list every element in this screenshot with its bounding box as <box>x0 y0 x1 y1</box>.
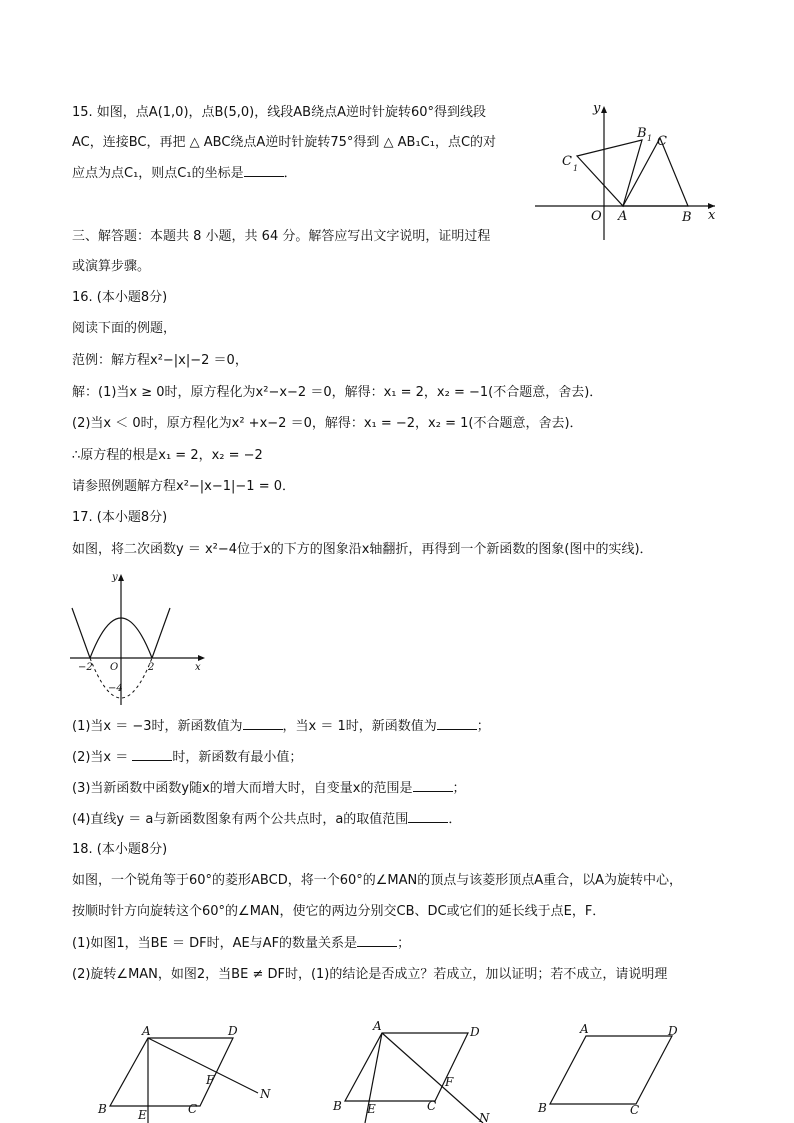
q16-line-6: 请参照例题解方程x²−|x−1|−1 = 0． <box>72 479 296 494</box>
q15-line-3-text: 应点为点C₁，则点C₁的坐标是 <box>72 166 244 181</box>
label-b: B <box>538 1101 547 1115</box>
section-3-heading-line-2: 或演算步骤。 <box>72 259 151 274</box>
q17-part-1-c: ； <box>476 719 490 734</box>
label-b: B <box>682 210 692 225</box>
x-axis-arrow-icon <box>198 655 205 661</box>
answer-blank <box>357 934 397 947</box>
q18-figure-2 <box>325 1015 505 1123</box>
q18-line-3-b: ； <box>397 936 411 951</box>
q18-line-3 <box>72 934 410 953</box>
q18-line-2: 按顺时针方向旋转这个60°的∠MAN，使它的两边分别交CB、DC或它们的延长线于点E，F． <box>72 904 606 919</box>
label-y: y <box>112 572 118 583</box>
q17-part-2-b: 时，新函数有最小值； <box>172 750 303 765</box>
label-e: E <box>367 1102 376 1116</box>
label-n: N <box>479 1111 490 1123</box>
label-c: C <box>657 134 667 149</box>
q18-figure-3 <box>536 1018 696 1123</box>
y-axis-arrow-icon <box>118 574 124 581</box>
label-f: F <box>445 1075 454 1089</box>
label-d: D <box>668 1024 678 1038</box>
label-a: A <box>580 1022 589 1036</box>
q15-line-1: 15. 如图，点A(1,0)，点B(5,0)，线段AB绕点A逆时针旋转60°得到线段 <box>72 105 487 120</box>
answer-blank <box>243 717 283 730</box>
q16-title: 16. (本小题8分) <box>72 290 168 305</box>
label-a: A <box>142 1024 151 1038</box>
label-origin: O <box>110 662 119 673</box>
q18-title: 18. (本小题8分) <box>72 842 168 857</box>
q18-line-1: 如图，一个锐角等于60°的菱形ABCD，将一个60°的∠MAN的顶点与该菱形顶点A重合，以A为旋转中心， <box>72 873 683 888</box>
q16-line-2: 范例：解方程x²−|x|−2 ＝0， <box>72 353 248 368</box>
label-c: C <box>630 1103 640 1117</box>
label-a: A <box>373 1019 382 1033</box>
answer-blank <box>244 164 284 177</box>
section-3-heading-line-1: 三、解答题：本题共 8 小题，共 64 分。解答应写出文字说明，证明过程 <box>72 229 491 244</box>
q17-part-2 <box>72 748 302 767</box>
label-d: D <box>470 1025 480 1039</box>
q17-part-4-b: ． <box>448 812 462 827</box>
q17-part-3 <box>72 779 466 798</box>
label-c: C <box>427 1099 437 1113</box>
label-2: 2 <box>148 662 155 673</box>
q17-figure <box>68 568 208 708</box>
q17-title: 17. (本小题8分) <box>72 510 168 525</box>
q17-part-1-a: (1)当x ＝ −3时，新函数值为 <box>72 719 243 734</box>
q16-line-5: ∴原方程的根是x₁ = 2，x₂ = −2 <box>72 448 263 463</box>
label-e: E <box>138 1108 147 1122</box>
answer-blank <box>413 779 453 792</box>
q17-part-4 <box>72 810 461 829</box>
label-b1: B <box>637 126 647 141</box>
q17-intro: 如图，将二次函数y ＝ x²−4位于x的下方的图象沿x轴翻折，再得到一个新函数的图象(图中的实线)． <box>72 542 653 557</box>
answer-blank <box>408 810 448 823</box>
q18-line-4: (2)旋转∠MAN，如图2，当BE ≠ DF时，(1)的结论是否成立？若成立，加以证明；若不成立，请说明理 <box>72 967 668 982</box>
q15-line-2: AC，连接BC，再把 △ ABC绕点A逆时针旋转75°得到 △ AB₁C₁，点C的对 <box>72 135 497 150</box>
label-b: B <box>98 1102 107 1116</box>
y-axis-arrow-icon <box>601 106 607 113</box>
label-n: N <box>260 1087 271 1101</box>
label-d: D <box>228 1024 238 1038</box>
q16-line-4: (2)当x ＜ 0时，原方程化为x² +x−2 ＝0，解得：x₁ = −2，x₂ = 1(不合题意，舍去)． <box>72 416 583 431</box>
rhombus-abcd <box>550 1036 672 1104</box>
q16-line-1: 阅读下面的例题， <box>72 321 177 336</box>
q17-part-4-a: (4)直线y ＝ a与新函数图象有两个公共点时，a的取值范围 <box>72 812 409 827</box>
q15-line-3 <box>72 164 297 183</box>
right-branch <box>152 608 170 658</box>
q17-part-1-b: ，当x ＝ 1时，新函数值为 <box>282 719 437 734</box>
label-origin: O <box>591 209 602 224</box>
triangle-ab1c1 <box>577 140 642 206</box>
label-y: y <box>593 101 601 116</box>
q17-part-2-a: (2)当x ＝ <box>72 750 133 765</box>
label-neg-4: −4 <box>108 683 123 694</box>
q16-line-3: 解：(1)当x ≥ 0时，原方程化为x²−x−2 ＝0，解得：x₁ = 2，x₂ = −1(不合题意，舍去)． <box>72 385 603 400</box>
label-x: x <box>195 662 201 673</box>
label-c1: C <box>562 154 572 169</box>
label-x: x <box>708 208 716 223</box>
label-b: B <box>333 1099 342 1113</box>
q15-figure <box>530 100 730 245</box>
q18-figure-1 <box>90 1020 280 1123</box>
label-c1-sub: 1 <box>573 164 579 173</box>
rhombus-abcd <box>345 1033 468 1101</box>
q15-line-3-end: ． <box>283 166 297 181</box>
rhombus-abcd <box>110 1038 233 1106</box>
label-a: A <box>618 209 628 224</box>
q17-part-3-b: ； <box>452 781 466 796</box>
label-neg-2: −2 <box>78 662 93 673</box>
label-c: C <box>188 1102 198 1116</box>
ray-an <box>148 1038 258 1093</box>
q17-part-1 <box>72 717 490 736</box>
answer-blank <box>132 748 172 761</box>
answer-blank <box>437 717 477 730</box>
label-b1-sub: 1 <box>647 134 653 143</box>
q18-line-3-a: (1)如图1，当BE ＝ DF时，AE与AF的数量关系是 <box>72 936 358 951</box>
label-f: F <box>206 1073 215 1087</box>
q17-part-3-a: (3)当新函数中函数y随x的增大而增大时，自变量x的范围是 <box>72 781 413 796</box>
left-branch <box>72 608 90 658</box>
